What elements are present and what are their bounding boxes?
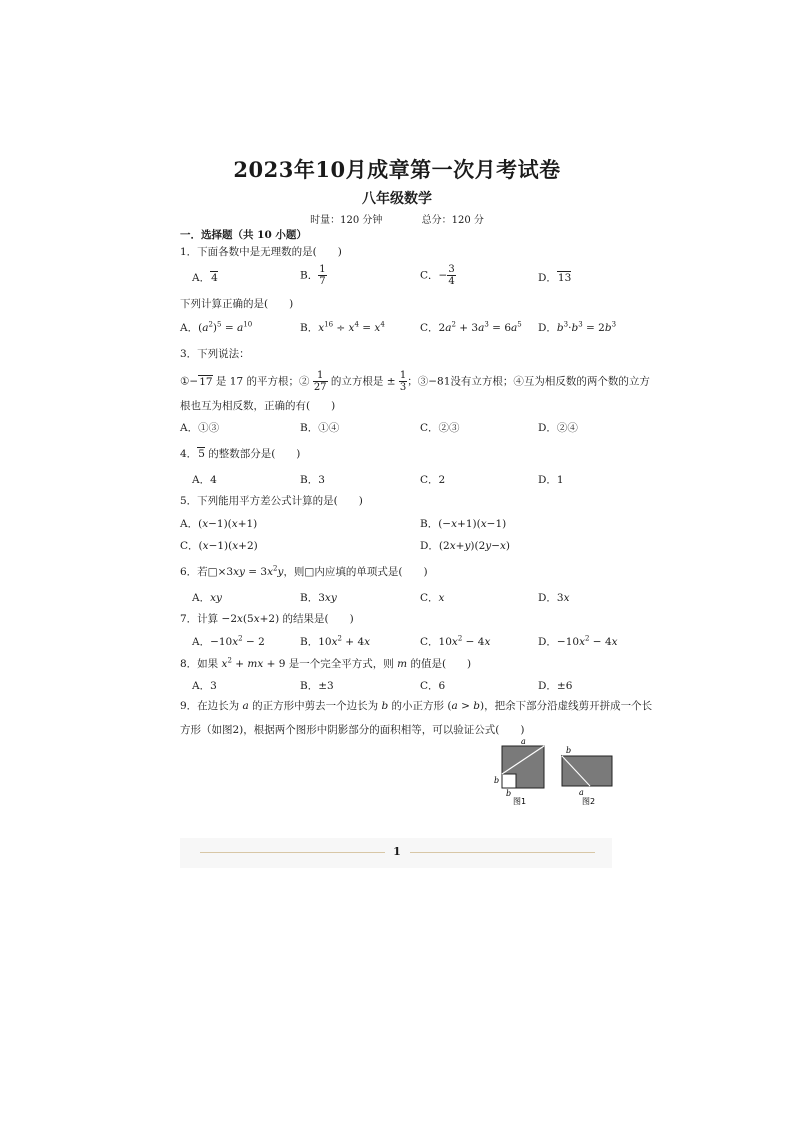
q4-option-b: B．3 xyxy=(300,474,325,486)
q7-option-b: B．$10x^2 + 4x$ xyxy=(300,634,371,648)
page-number: 1 xyxy=(393,845,401,858)
q6-option-b: B．3xy xyxy=(300,592,337,604)
q3-option-b: B．①④ xyxy=(300,422,340,434)
q8-option-b: B．±3 xyxy=(300,680,334,692)
q3-option-a: A．①③ xyxy=(180,422,220,434)
q6-option-d: D．3x xyxy=(538,592,570,604)
fig1-caption: 图1 xyxy=(513,797,527,806)
exam-time: 时量：120 分钟 xyxy=(310,215,383,226)
q3-stem: 3．下列说法： xyxy=(180,348,250,360)
exam-subtitle: 八年级数学 xyxy=(362,191,432,207)
exam-meta xyxy=(0,211,794,226)
q6-stem: 6．若□×3xy = $3x^2y$，则□内应填的单项式是( ) xyxy=(180,564,428,578)
q2-stem: 下列计算正确的是( ) xyxy=(180,298,294,310)
q2-option-d: D．$b^3\cdot b^3 = 2b^3$ xyxy=(538,320,617,334)
q5-option-d: D．(2x+y)(2y−x) xyxy=(420,540,511,552)
fig1-label-b-bottom: b xyxy=(506,789,512,798)
q5-stem: 5．下列能用平方差公式计算的是( ) xyxy=(180,495,363,507)
q8-option-a: A．3 xyxy=(192,680,217,692)
figure-1-square xyxy=(502,746,544,788)
q5-option-a: A．(x−1)(x+1) xyxy=(180,518,258,530)
q3-body-line1: ①−17 是 17 的平方根；② $\frac{1}{27}$ 的立方根是 ± $\frac{1}{3}$ ；③−81没有立方根；④互为相反数的两个数的立方 xyxy=(180,370,650,393)
q9-stem-line1: 9．在边长为 a 的正方形中剪去一个边长为 b 的小正方形 (a > b)，把余下部分沿虚线剪开拼成一个长 xyxy=(180,700,653,712)
q9-figures xyxy=(490,738,620,806)
q4-option-a: A．4 xyxy=(192,474,217,486)
q7-option-c: C．$10x^2 - 4x$ xyxy=(420,634,491,648)
q4-stem: 4．5 的整数部分是( ) xyxy=(180,448,301,460)
exam-title: 2023年10月成章第一次月考试卷 xyxy=(233,157,561,182)
fig1-label-a: a xyxy=(521,738,526,746)
q3-body-line2: 根也互为相反数，正确的有( ) xyxy=(180,400,336,412)
q4-option-c: C．2 xyxy=(420,474,446,486)
fig2-caption: 图2 xyxy=(582,797,596,806)
q6-option-a: A．xy xyxy=(192,592,222,604)
q2-option-a: A．$(a^2)^5 = a^{10}$ xyxy=(180,320,253,334)
q8-option-d: D．±6 xyxy=(538,680,573,692)
q4-option-d: D．1 xyxy=(538,474,564,486)
fig2-label-b: b xyxy=(566,746,572,755)
q9-stem-line2: 方形（如图2)，根据两个图形中阴影部分的面积相等，可以验证公式( ) xyxy=(180,724,525,736)
q8-stem: 8．如果 $x^2$ + mx + 9 是一个完全平方式，则 m 的值是( ) xyxy=(180,656,472,670)
q3-option-d: D．②④ xyxy=(538,422,578,434)
fig2-label-a: a xyxy=(579,788,584,797)
q5-option-c: C．(x−1)(x+2) xyxy=(180,540,258,552)
fig1-label-b-left: b xyxy=(494,776,500,785)
q1-option-b: B． $\frac{1}{7}$ xyxy=(300,264,326,287)
q5-option-b: B．(−x+1)(x−1) xyxy=(420,518,507,530)
q1-stem: 1．下面各数中是无理数的是( ) xyxy=(180,246,342,258)
exam-score: 总分：120 分 xyxy=(421,215,484,226)
section-heading: 一．选择题（共 10 小题） xyxy=(180,229,307,241)
q1-option-a: A．4 xyxy=(192,272,218,284)
q1-option-c: C．− $\frac{3}{4}$ xyxy=(420,264,455,287)
q6-option-c: C．x xyxy=(420,592,445,604)
q8-option-c: C．6 xyxy=(420,680,446,692)
q1-option-d: D．13 xyxy=(538,272,572,284)
q3-option-c: C．②③ xyxy=(420,422,460,434)
q7-option-d: D．$-10x^2 - 4x$ xyxy=(538,634,618,648)
figure-2-rectangle xyxy=(562,756,612,786)
q2-option-b: B．$x^{16} \div x^4 = x^4$ xyxy=(300,320,385,334)
q7-option-a: A．$-10x^2 - 2$ xyxy=(192,634,265,648)
q2-option-c: C．$2a^2 + 3a^3 = 6a^5$ xyxy=(420,320,522,334)
q7-stem: 7．计算 −2x(5x+2) 的结果是( ) xyxy=(180,613,354,625)
